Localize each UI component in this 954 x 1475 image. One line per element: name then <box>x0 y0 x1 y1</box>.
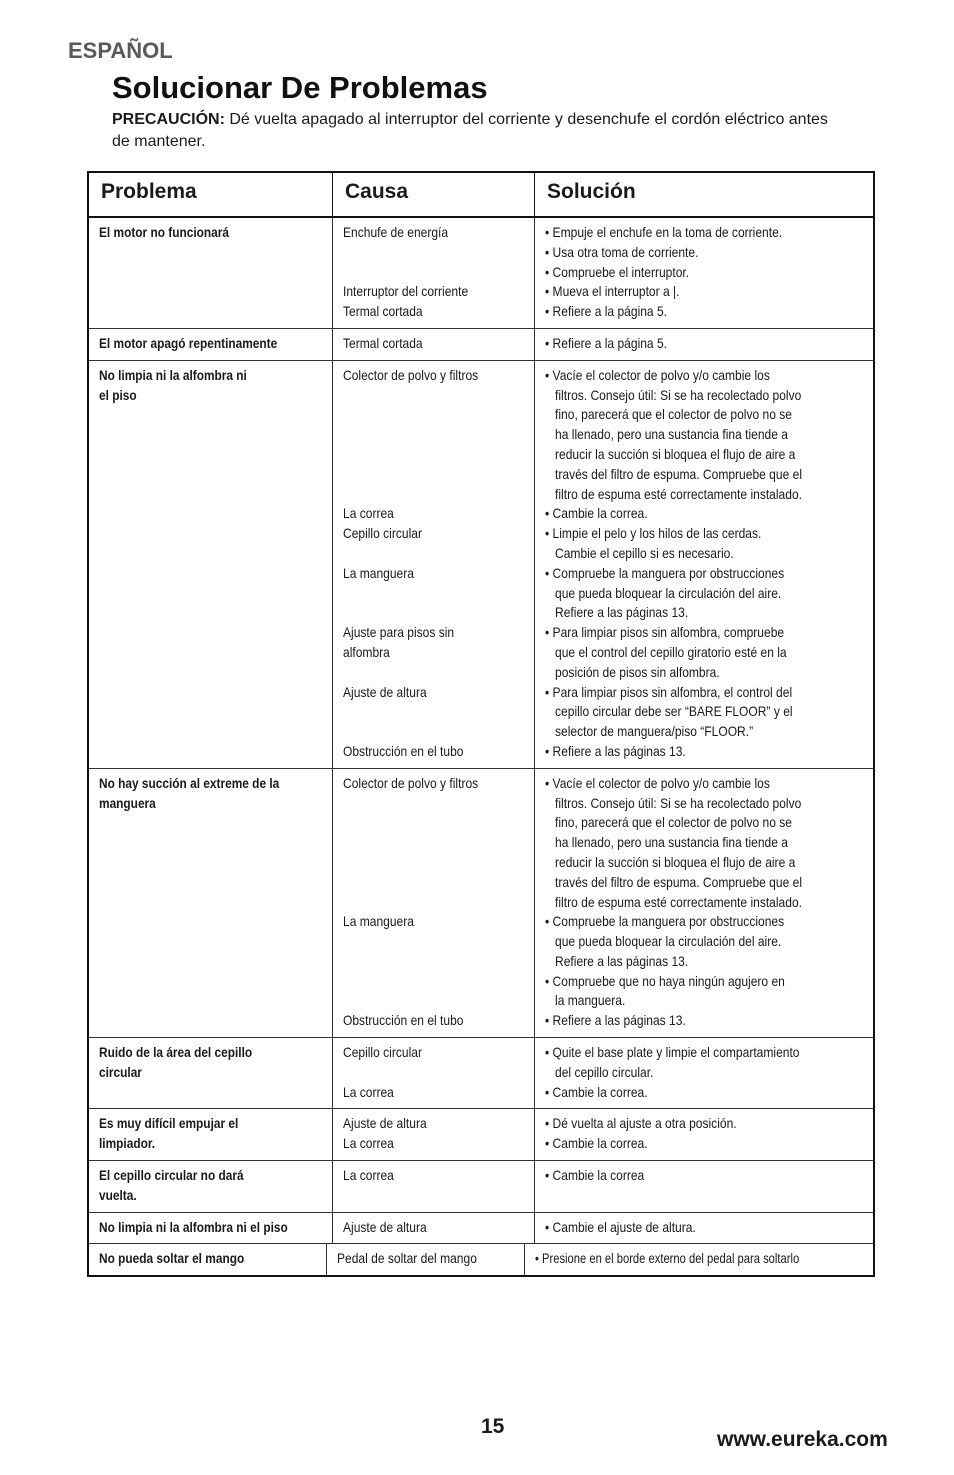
solution-cell-line: • Para limpiar pisos sin alfombra, el control del <box>545 683 793 700</box>
solution-cell-line: • Vacíe el colector de polvo y/o cambie los <box>545 774 770 791</box>
solution-cell-line: • Cambie la correa. <box>545 1135 648 1152</box>
problem-cell <box>89 769 333 1037</box>
solution-cell-line: través del filtro de espuma. Compruebe que el <box>545 465 802 482</box>
table-header-row <box>89 173 873 218</box>
problem-cell-line: vuelta. <box>99 1187 137 1203</box>
solution-cell-line: • Cambie la correa. <box>545 1083 648 1100</box>
solution-cell-line: ha llenado, pero una sustancia fina tiende a <box>545 834 788 851</box>
cause-cell-line: La manguera <box>343 564 414 581</box>
problem-cell-line: No limpia ni la alfombra ni <box>99 367 247 383</box>
solution-cell-line: que el control del cepillo giratorio esté en la <box>545 643 787 660</box>
cause-cell-line: Pedal de soltar del mango <box>337 1250 478 1267</box>
page-title: Solucionar De Problemas <box>112 70 488 105</box>
cause-cell-line <box>343 584 500 604</box>
solution-cell-line: fino, parecerá que el colector de polvo no se <box>545 814 792 831</box>
cause-cell-line <box>343 425 500 445</box>
cause-cell-line <box>343 794 500 814</box>
solution-cell-line: • Para limpiar pisos sin alfombra, compruebe <box>545 624 785 641</box>
cause-cell-line <box>343 544 500 564</box>
cause-cell-line: Ajuste de altura <box>343 1218 427 1235</box>
cause-cell-line: Cepillo circular <box>343 1044 422 1061</box>
header-cause: Causa <box>333 173 535 216</box>
cause-cell <box>333 1038 535 1108</box>
cause-cell-line <box>343 991 500 1011</box>
solution-cell-line: ha llenado, pero una sustancia fina tiende a <box>545 426 788 443</box>
cause-cell <box>333 1109 535 1160</box>
cause-cell-line <box>343 702 500 722</box>
solution-cell-line: reducir la succión si bloquea el flujo de aire a <box>545 445 796 462</box>
cause-cell-line <box>343 386 500 406</box>
cause-cell <box>333 218 535 328</box>
solution-cell-line: que pueda bloquear la circulación del aire. <box>545 584 782 601</box>
cause-cell-line: La correa <box>343 1083 394 1100</box>
solution-cell-line: filtros. Consejo útil: Si se ha recolectado polvo <box>545 386 802 403</box>
cause-cell-line: La manguera <box>343 913 414 930</box>
cause-cell-line: Colector de polvo y filtros <box>343 774 479 791</box>
cause-cell-line: Ajuste de altura <box>343 683 427 700</box>
solution-cell <box>535 218 873 328</box>
caution-text-2: de mantener. <box>112 133 206 150</box>
caution-note <box>112 109 912 153</box>
cause-cell-line <box>343 972 500 992</box>
solution-cell-line: filtro de espuma esté correctamente instalado. <box>545 893 802 910</box>
table-row <box>89 1038 873 1109</box>
problem-cell <box>89 361 333 768</box>
cause-cell-line <box>343 603 500 623</box>
solution-cell-line: Cambie el cepillo si es necesario. <box>545 544 734 561</box>
solution-cell-line: fino, parecerá que el colector de polvo no se <box>545 406 792 423</box>
cause-cell-line <box>343 873 500 893</box>
cause-cell-line <box>343 893 500 913</box>
cause-cell-line <box>343 952 500 972</box>
cause-cell-line: Termal cortada <box>343 303 423 320</box>
solution-cell-line: Refiere a las páginas 13. <box>545 952 689 969</box>
solution-cell <box>535 1109 873 1160</box>
cause-cell <box>333 769 535 1037</box>
problem-cell-line: El motor apagó repentinamente <box>99 335 278 351</box>
cause-cell-line: alfombra <box>343 643 390 660</box>
solution-cell <box>535 1161 873 1212</box>
problem-cell-line: limpiador. <box>99 1136 156 1152</box>
cause-cell-line: Interruptor del corriente <box>343 283 469 300</box>
table-row <box>89 1109 873 1161</box>
problem-cell <box>89 1038 333 1108</box>
table-row <box>89 1161 873 1213</box>
cause-cell-line: La correa <box>343 1167 394 1184</box>
solution-cell-line: • Quite el base plate y limpie el compartamiento <box>545 1044 800 1061</box>
cause-cell-line <box>343 722 500 742</box>
cause-cell-line <box>343 663 500 683</box>
cause-cell-line <box>343 833 500 853</box>
solution-cell <box>535 1038 873 1108</box>
caution-label: PRECAUCIÓN: <box>112 111 225 128</box>
problem-cell <box>89 218 333 328</box>
solution-cell-line: • Compruebe la manguera por obstrucciones <box>545 913 785 930</box>
cause-cell-line: Ajuste de altura <box>343 1115 427 1132</box>
solution-cell-line: Refiere a las páginas 13. <box>545 604 689 621</box>
solution-cell-line: • Refiere a la página 5. <box>545 334 668 351</box>
solution-cell-line: • Compruebe la manguera por obstrucciones <box>545 564 785 581</box>
problem-cell-line: El cepillo circular no dará <box>99 1168 244 1184</box>
solution-cell-line: • Compruebe que no haya ningún agujero en <box>545 972 785 989</box>
solution-cell-line: • Refiere a las páginas 13. <box>545 742 686 759</box>
cause-cell-line <box>343 813 500 833</box>
page-number: 15 <box>481 1415 505 1438</box>
solution-cell-line: través del filtro de espuma. Compruebe que el <box>545 873 802 890</box>
solution-cell <box>535 769 873 1037</box>
cause-cell-line <box>343 405 500 425</box>
caution-text: Dé vuelta apagado al interruptor del corriente y desenchufe el cordón eléctrico antes <box>224 111 828 128</box>
problem-cell-line: No limpia ni la alfombra ni el piso <box>99 1219 288 1235</box>
problem-cell <box>89 1161 333 1212</box>
cause-cell-line: La correa <box>343 1135 394 1152</box>
cause-cell <box>327 1244 524 1275</box>
website-url: www.eureka.com <box>717 1428 888 1451</box>
cause-cell-line <box>343 853 500 873</box>
problem-cell <box>89 1109 333 1160</box>
solution-cell-line: • Dé vuelta al ajuste a otra posición. <box>545 1115 737 1132</box>
problem-cell <box>89 1213 333 1244</box>
troubleshooting-table <box>87 171 875 1277</box>
solution-cell <box>525 1244 873 1275</box>
solution-cell-line: • Limpie el pelo y los hilos de las cerdas. <box>545 525 762 542</box>
cause-cell-line <box>343 932 500 952</box>
cause-cell-line: Termal cortada <box>343 334 423 351</box>
solution-cell <box>535 1213 873 1244</box>
header-solution: Solución <box>547 180 636 203</box>
solution-cell <box>535 329 873 360</box>
solution-cell-line: • Cambie la correa <box>545 1167 645 1184</box>
cause-cell-line: Colector de polvo y filtros <box>343 366 479 383</box>
solution-cell-line: • Usa otra toma de corriente. <box>545 243 699 260</box>
solution-cell-line: • Cambie la correa. <box>545 505 648 522</box>
cause-cell-line <box>343 243 500 263</box>
solution-cell-line: • Mueva el interruptor a |. <box>545 283 680 300</box>
cause-cell <box>333 361 535 768</box>
problem-cell-line: No hay succión al extreme de la <box>99 775 280 791</box>
table-row <box>89 218 873 329</box>
problem-cell-line: manguera <box>99 795 156 811</box>
solution-cell <box>535 361 873 768</box>
cause-cell-line: Ajuste para pisos sin <box>343 624 455 641</box>
problem-cell <box>89 329 333 360</box>
problem-cell-line: circular <box>99 1064 142 1080</box>
table-row <box>89 329 873 361</box>
solution-cell-line: filtro de espuma esté correctamente instalado. <box>545 485 802 502</box>
table-row <box>89 1213 873 1245</box>
problem-cell-line: El motor no funcionará <box>99 225 230 240</box>
solution-cell-line: • Empuje el enchufe en la toma de corriente. <box>545 224 783 240</box>
solution-cell-line: • Compruebe el interruptor. <box>545 263 690 280</box>
solution-cell-line: posición de pisos sin alfombra. <box>545 663 720 680</box>
table-row <box>89 769 873 1038</box>
solution-cell-line: que pueda bloquear la circulación del aire. <box>545 933 782 950</box>
cause-cell-line: Obstrucción en el tubo <box>343 742 464 759</box>
cause-cell-line <box>343 1063 500 1083</box>
solution-cell-line: reducir la succión si bloquea el flujo de aire a <box>545 853 796 870</box>
table-body <box>89 218 873 1275</box>
solution-cell-line: del cepillo circular. <box>545 1063 654 1080</box>
cause-cell-line <box>343 485 500 505</box>
cause-cell-line: La correa <box>343 505 394 522</box>
table-row <box>89 361 873 769</box>
cause-cell-line <box>343 263 500 283</box>
solution-cell-line: filtros. Consejo útil: Si se ha recolectado polvo <box>545 794 802 811</box>
solution-cell-line: • Vacíe el colector de polvo y/o cambie los <box>545 366 770 383</box>
cause-cell <box>333 1161 535 1212</box>
language-label: ESPAÑOL <box>68 38 173 63</box>
problem-cell-line: Es muy difícil empujar el <box>99 1116 239 1132</box>
cause-cell-line <box>343 445 500 465</box>
solution-cell-line: • Refiere a la página 5. <box>545 303 668 320</box>
cause-cell-line: Cepillo circular <box>343 525 422 542</box>
solution-cell-line: la manguera. <box>545 992 626 1009</box>
cause-cell <box>333 329 535 360</box>
solution-cell-line: cepillo circular debe ser “BARE FLOOR” y el <box>545 703 793 720</box>
cause-cell-line: Obstrucción en el tubo <box>343 1012 464 1029</box>
problem-cell-line: No pueda soltar el mango <box>99 1251 245 1267</box>
problem-cell-line: Ruido de la área del cepillo <box>99 1045 253 1061</box>
solution-cell-line: • Refiere a las páginas 13. <box>545 1012 686 1029</box>
solution-cell-line: • Cambie el ajuste de altura. <box>545 1218 696 1235</box>
problem-cell-line: el piso <box>99 387 137 403</box>
solution-cell-line: selector de manguera/piso “FLOOR.” <box>545 723 754 740</box>
cause-cell <box>333 1213 535 1244</box>
table-row <box>89 1244 873 1275</box>
solution-cell-line: • Presione en el borde externo del pedal para soltarlo <box>534 1250 799 1267</box>
cause-cell-line <box>343 465 500 485</box>
cause-cell-line: Enchufe de energía <box>343 224 449 240</box>
problem-cell <box>89 1244 327 1275</box>
header-problem: Problema <box>89 173 333 216</box>
